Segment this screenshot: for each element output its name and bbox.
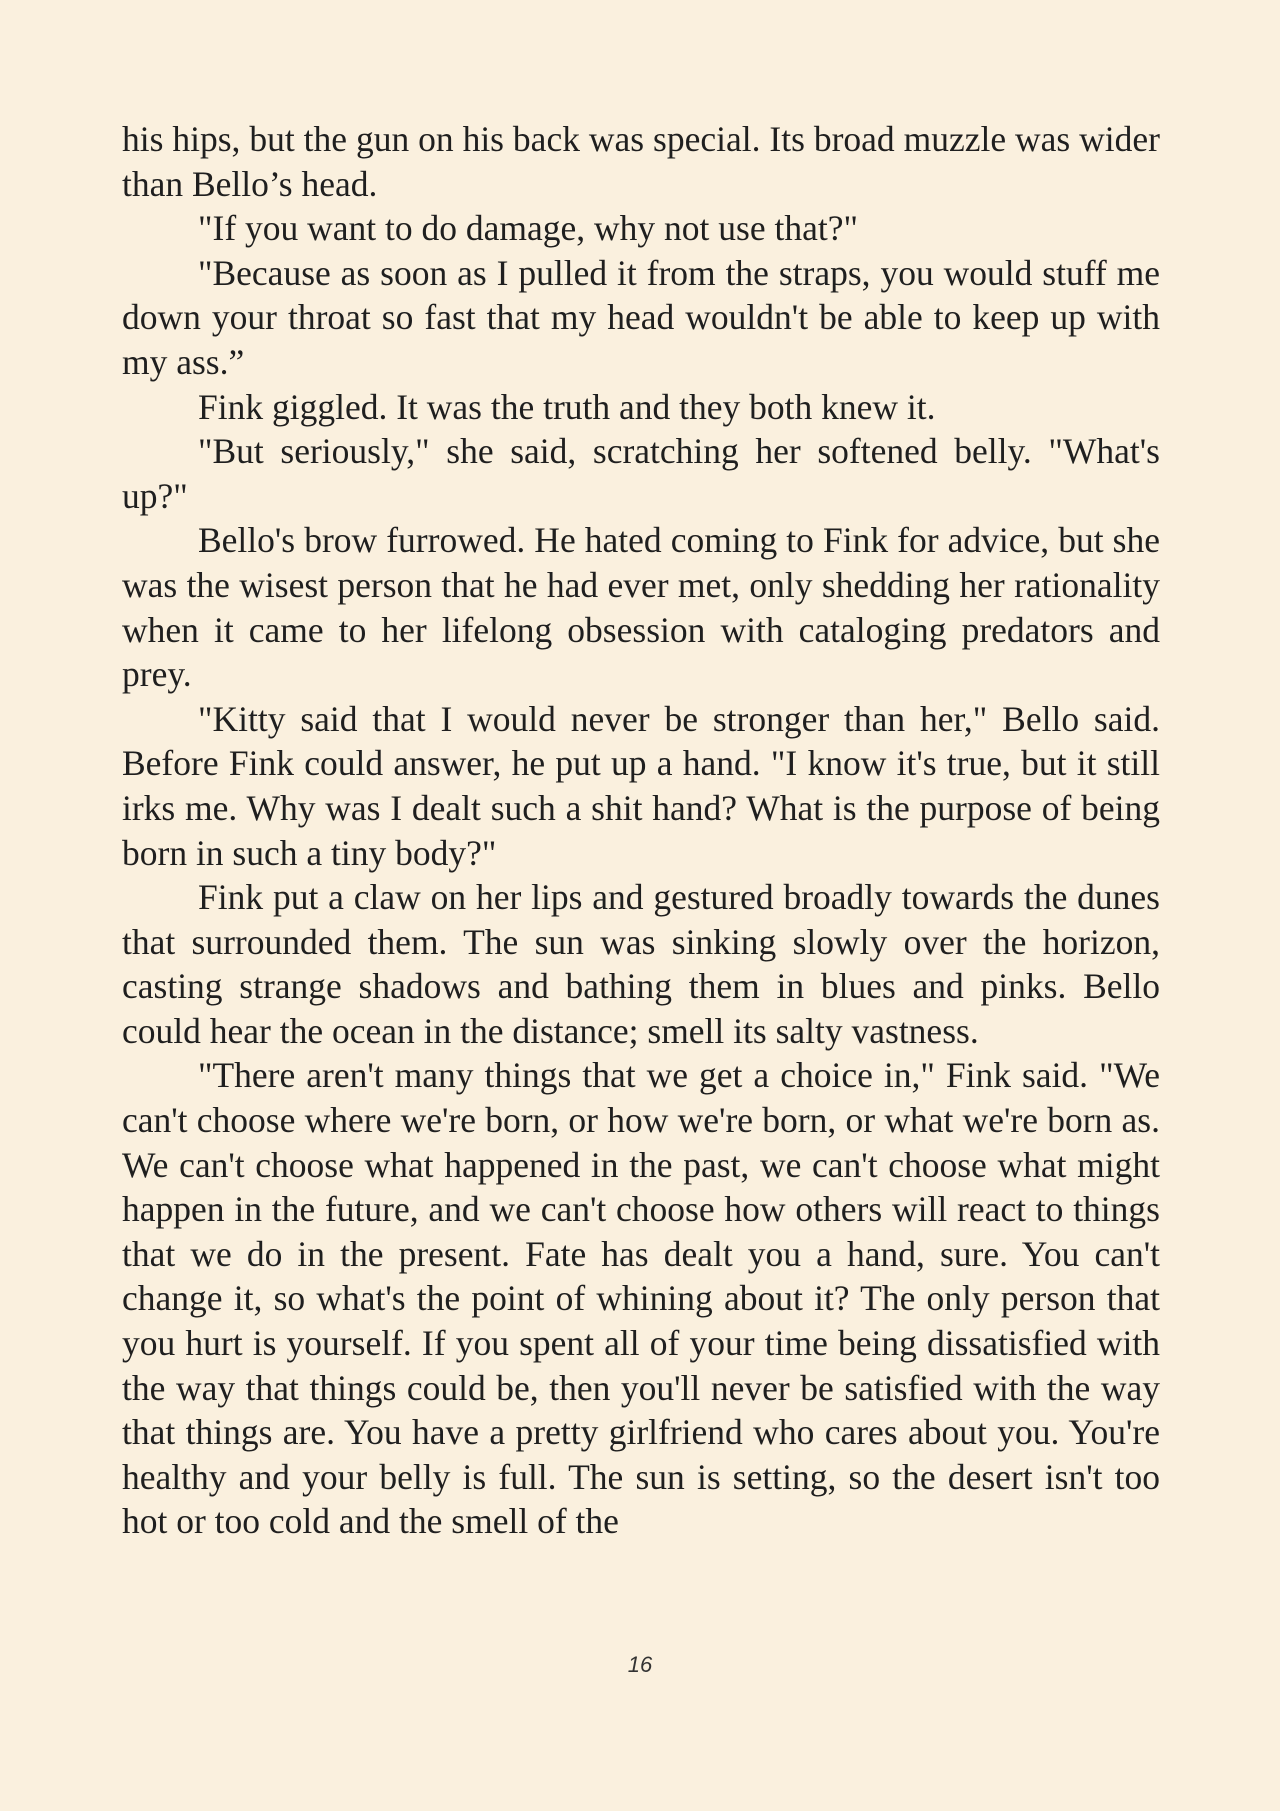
paragraph-6: Bello's brow furrowed. He hated coming to Fink for advice, but she was the wisest person that he had ever met, only shedding her rationality when it came to her lifelong obsession with cataloging predators and prey. — [122, 520, 1160, 695]
paragraph-2: "If you want to do damage, why not use that?" — [198, 208, 858, 249]
paragraph-9: "There aren't many things that we get a choice in," Fink said. "We can't choose where we're born, or how we're born, or what we're born as. We can't choose what happened in the past, we can't choose what might happen in the future, and we can't choose how others will react to things that we do in the present. Fate has dealt you a hand, sure. You can't change it, so what's the point of whining about it? The only person that you hurt is yourself. If you spent all of your time being dissatisfied with the way that things could be, then you'll never be satisfied with the way that things are. You have a pretty girlfriend who cares about you. You're healthy and your belly is full. The sun is setting, so the desert isn't too hot or too cold and the smell of the — [122, 1055, 1160, 1542]
paragraph-1: his hips, but the gun on his back was special. Its broad muzzle was wider than Bello’s head. — [122, 119, 1160, 204]
paragraph-8: Fink put a claw on her lips and gestured broadly towards the dunes that surrounded them. The sun was sinking slowly over the horizon, casting strange shadows and bathing them in blues and pinks. Bello could hear the ocean in the distance; smell its salty vastness. — [122, 877, 1160, 1051]
paragraph-3: "Because as soon as I pulled it from the straps, you would stuff me down your throat so fast that my head wouldn't be able to keep up with my ass.” — [122, 252, 1160, 382]
paragraph-4: Fink giggled. It was the truth and they both knew it. — [198, 386, 936, 427]
page-body — [122, 117, 1160, 1544]
paragraph-7: "Kitty said that I would never be stronger than her," Bello said. Before Fink could answer, he put up a hand. "I know it's true, but it still irks me. Why was I dealt such a shit hand? What is the purpose of being born in such a tiny body?" — [122, 698, 1160, 873]
paragraph-5: "But seriously," she said, scratching her softened belly. "What's up?" — [122, 431, 1160, 516]
page-number: 16 — [627, 1652, 653, 1677]
